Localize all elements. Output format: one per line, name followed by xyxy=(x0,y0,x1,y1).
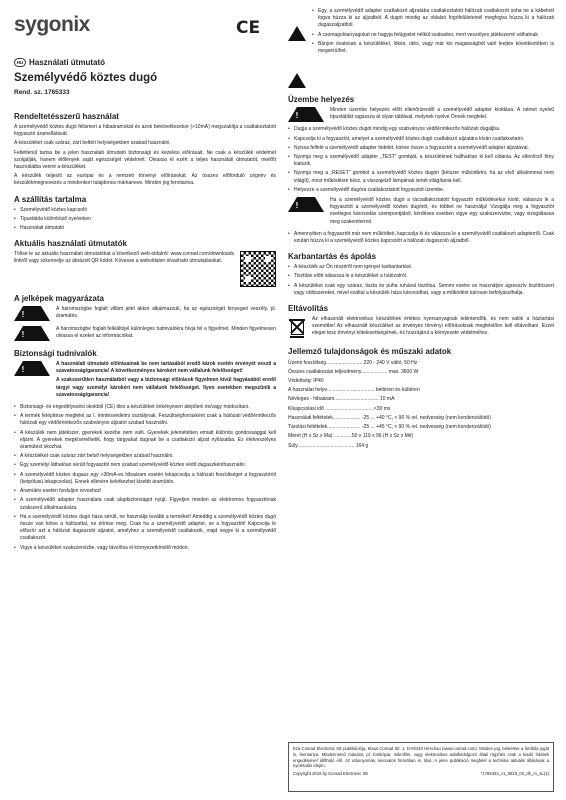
intended-use-heading: Rendeltetésszerű használat xyxy=(14,112,119,121)
language-icon: HU xyxy=(14,58,26,67)
specs-heading: Jellemző tulajdonságok és műszaki adatok xyxy=(288,346,452,356)
installation-warning-2: Ha a személyvédő köztes dugó a rácsatlakoztatott fogyasztó működésekor kiold, válassza le a fogyasztót a személyvédő köztes dugóról, és többet ne használja! Vizsgálja meg a fogyasztót esetleges károsodás szempontjából, kérdéses esetben vigye egy szakszervizbe, vagy vizsgáltassa meg szakemberrel. xyxy=(330,197,554,225)
manual-download-heading: Aktuális használati útmutatók xyxy=(14,239,127,249)
exclamation-warning-icon: ! xyxy=(288,55,306,88)
publisher-footer xyxy=(288,742,554,792)
list-item: • Áramütés esetén forduljon orvoshoz! xyxy=(14,488,276,495)
maintenance-list xyxy=(288,264,554,297)
list-item: • A termék felépítése megfelel az I. érintésvédelmi osztálynak. Feszültségforrásként csak a hálózati védőérintkezős hálózati egy védőérintkezős szabványos aljzatot szabad használni. xyxy=(14,413,276,427)
left-column xyxy=(14,105,276,554)
list-item: • Személyvédő köztes kapcsoló xyxy=(14,207,276,214)
list-item: • A készülék az Ön részéről nem igényel karbantartást. xyxy=(288,264,554,271)
safety-list-continued xyxy=(312,8,554,57)
specs-table xyxy=(288,359,554,451)
installation-heading: Üzembe helyezés xyxy=(288,95,355,104)
intended-use-p4: A készülék teljesíti az európai és a nemzeti törvényi előírásokat. Az összes előforduló cégnév és készülékmegnevezés a mindenkori tulajdonos márkaneve. Minden jog fenntartva. xyxy=(14,173,276,187)
exclamation-warning-icon: ! xyxy=(14,326,50,341)
safety-warning-1: A használati útmutató előírásainak be nem tartásából eredő károk esetén érvényét veszti a szavatosság/garancia! A következményes károkért nem vállalunk felelősséget! xyxy=(56,361,276,375)
symbol-lightning-text: A háromszögbe foglalt villám jelet akkor alkalmazzuk, ha az egészségét fenyegeti veszély, pl. áramütés. xyxy=(56,306,276,320)
list-item: • Dugja a személyvédő köztes dugót mindig egy szabványos védőérintkezős hálózati dugaljba. xyxy=(288,126,554,133)
maintenance-heading: Karbantartás és ápolás xyxy=(288,252,377,262)
manual-header xyxy=(14,58,276,96)
intended-use-p2: A készüléket csak száraz, zárt beltéri helyiségekben szabad használni. xyxy=(14,140,171,147)
list-item: • Tipustábla különböző nyelveken xyxy=(14,216,276,223)
safety-list xyxy=(14,404,276,552)
list-item: • A készülék nem játékszer, gyerekek kezébe nem való. Gyerekek jelenlétében emiatt különös gondossággal kell eljárni. A gyerekek megkísérelhetik, hogy tárgyakat dugnak be a csatlakozó aljzat nyílásaiba. Ez életveszélyes áramütést okozhat. xyxy=(14,430,276,452)
spec-row: A használat helye.................................. beltéren és kültéren xyxy=(288,387,420,394)
spec-row: Tárolási feltételek........................ -25 ... +45 °C, < 90 % rel. nedvesség (nem kondenzálódó) xyxy=(288,424,491,431)
list-item: • Egy, a személyvédő adapter csatlakozó aljzatába csatlakoztatott hálózati csatlakozót soha ne a kábelnél fogva húzza ki az aljzatból. A dugót mindig az oldalsó fogófelületeinél megfogva húzza ki a hálózati dugaszaljzatból. xyxy=(312,8,554,30)
crossed-bin-icon xyxy=(288,316,306,338)
list-item: • Tisztítás előtt válassza le a készüléket a hálózatról. xyxy=(288,273,554,280)
symbol-exclamation-text: A háromszögbe foglalt felkiáltójel különleges tudnivalókra hívja fel a figyelmet. Minden figyelmesen olvassa el ezeket az információkat. xyxy=(56,325,276,339)
safety-heading: Biztonsági tudnivalók xyxy=(14,349,97,359)
exclamation-warning-icon: ! xyxy=(288,197,324,212)
list-item: • Nyomja meg a személyvédő adapter „TEST” gombját, a készüléknek hallhatóan ki kell oldania. Az ellenőrző fény kialszik. xyxy=(288,154,554,168)
symbols-heading: A jelképek magyarázata xyxy=(14,294,104,304)
lightning-warning-icon: ! xyxy=(14,306,50,321)
manual-download-text: Töltse le az aktuális használati útmutatókat a következő web-oldalról: www.conrad.com/downloads linkről vagy szkennelje az ábrázolt QR kódot. Kövesse a weboldalon olvasható útmutatásokat. xyxy=(14,251,234,265)
list-item: • Ha a személyvédő köztes dugó háza sérült, ne használja tovább a terméket! Ameddig a személyvédő köztes dugó össze van kötve a hálózattal, ne érintse meg. Csak ha a személyvédő adapter, se a fogyasztót! Kapcsolja le először azt a hálózati dugaszoló aljzatot, amelyhez a személyvédő csatlakozik, majd vegye ki a személyvédő csatlakozót. xyxy=(14,514,276,543)
list-item: • Használati útmutató xyxy=(14,225,276,232)
disposal-text: Az elhasznált elektronikus készülékek értékes nyersanyagnak tekintendők, és nem valók a háztartási szemétbe! Az elhasznált készüléket az érvényes törvényi előírásoknak megfelelően kell eltávolítani. Ezzel eleget tesz törvényi kötelezettségének, és hozzájárul a környezete védelméhez. xyxy=(312,316,554,337)
list-item: • A készüléket csak egy száraz, tiszta és puha ruhával tisztítsa. Semmi esetre se használjon agresszív tisztítószert vagy oldószereket, mivel ezáltal a készülék háza károsodhat, vagy a működést károsan befolyásolhatja. xyxy=(288,283,554,297)
spec-row: Méret (H x Sz x Ma) .............50 x 119 x 96 (H x Sz x Mé) xyxy=(288,433,414,440)
list-item: • A csomagolóanyagokat ne hagyja felügyelet nélkül szabadon, mert veszélyes játékszerré válhatnak. xyxy=(312,32,554,39)
list-item: • Bánjon óvatosan a készülékkel, lökés, ütés, vagy már kis magasságból való leejtés következtében is megsérülhet. xyxy=(312,41,554,55)
spec-row: Üzemi feszültség.......................... 220 - 240 V váltó, 50 Hz xyxy=(288,359,418,366)
list-item: • Nyomja meg a „RESET” gombot a személyvédő köztes dugón (kétszer működtetni, ha az első alkalommal nem világít), most működésre kész, a visszajelző lámpának ismét világítania kell. xyxy=(288,170,554,184)
spec-row: Kikapcsolási idő ...................................<30 ms xyxy=(288,405,391,412)
list-item: • Biztonsági- és engedélyezési okokból (CE) tilos a készüléket önkényesen átépíteni és/vagy módosítani. xyxy=(14,404,276,411)
right-column xyxy=(288,8,554,451)
installation-warning: Minden üzembe helyezés előtt ellenőrizendő a személyvédő adapter kioldása. A német nyelvű típustáblát ragassza át olyan táblával, melynek nyelve Önnek megfelel. xyxy=(330,107,554,121)
list-item: • A készüléket csak száraz zárt belső helyiségekben szabad használni. xyxy=(14,453,276,460)
document-code: *1765333_v1_0818_02_dh_m_4L(1) xyxy=(480,771,549,777)
list-item: • Vigye a készüléket szakszervizbe, vagy távolítsa el környezetkímélő módon. xyxy=(14,545,276,552)
safety-warning-2: A szakszerűtlen használatból vagy a biztonsági előírások figyelmen kívül hagyásából eredő tárgyi vagy személyi károkért nem vállalunk felelősséget. Ilyen esetekben megszűnik a szavatosság/garancia! xyxy=(56,377,276,398)
list-item: • A személyvédő köztes dugasz egy >30mA-es hibaáram esetén lekapcsolja a hálózati feszültséget a fogyasztóról (ketpólusú lekapcsolás). Ennek ellenére keletkezhet kisebb áramütés. xyxy=(14,472,276,486)
list-item: • Amennyiben a fogyasztót már nem működteti, kapcsolja ki és válassza le a személyvédő csatlakozó adapterről. Csak ezután húzza ki a személyvédő köztes kapcsolót a hálózati dugaszoló aljzatból. xyxy=(288,231,554,245)
exclamation-warning-icon: ! xyxy=(288,107,324,122)
list-item: • Kapcsolja ki a fogyasztót, amelyet a személyvédő köztes dugó csatlakozó aljzatára kíván csatlakoztatni. xyxy=(288,136,554,143)
lightning-warning-icon: ! xyxy=(288,8,306,41)
list-item: • Helyezze a személyvédő dugóra csatlakoztatott fogyasztót üzembe. xyxy=(288,187,554,194)
manual-label: Használati útmutató xyxy=(29,58,106,67)
page-title: Személyvédő köztes dugó xyxy=(14,72,158,84)
order-number: Rend. sz. 1765333 xyxy=(14,89,70,96)
package-list xyxy=(14,207,276,233)
intended-use-p3: Feltétlenül tartsa be a jelen használati útmutató biztonsági és kezelési előírásait. Ne csak a készülék védelmét szolgálják, hanem élőlények saját egészségét védelmét. Olvassa el ezért a teljes használati útmutatót, mielőtt használatba venné a készüléket. xyxy=(14,149,276,171)
spec-row: Használati feltételek.................... -25 ... +40 °C, < 90 % rel. nedvesség (nem kondenzálódó) xyxy=(288,414,491,421)
list-item: • Egy személyi láthatóan sérült fogyasztót nem szabad személyvédő köztes védő dugaszkénthasználni. xyxy=(14,462,276,469)
copyright: Copyright 2018 by Conrad Electronic SE xyxy=(293,771,369,777)
list-item: • A személyvédő adapter használata csak alapbiztonságot nyújt. Figyeljen minden az elektromos fogyasztónak szakszerű alkalmazására. xyxy=(14,497,276,511)
intended-use-p1: A személyvédő köztes dugó felismeri a hibaáramokat és azok bekövetkezekor (>10mA) megszakítja a csatlakoztatott fogyasztó áramellátását. xyxy=(14,124,276,138)
installation-steps xyxy=(288,126,554,194)
footer-text: Eza Conrad Electronic SE publikációja, Klaus Conrad Str. 1, D-92240 Hirschau (www.conrad.com). Minden jog, beleértve a fordítás jogát is, fenntartva. Mindennemű másolat, pl. fotókópia, mikrofilm, vagy elektronikus adatfeldolgozó általi rögzítés csak a kiadó írásbeli engedélyével állítható elő. Az utánnyomás, kivonatos formában is, tilos. A jelen publikáció megfelel a technika aktuális állásának a nyomtatás idején. xyxy=(293,746,549,769)
spec-row: Összes csatlakozási teljesítmény................... max. 3600 W xyxy=(288,368,419,375)
list-item: • Nyissa felfelé a személyvédő adapter fedelét, köése össze a fogyasztót a személyvédő adapter aljzatával. xyxy=(288,145,554,152)
qr-code-icon[interactable] xyxy=(240,251,276,287)
spec-row: Védettség: IP40 xyxy=(288,378,324,385)
package-heading: A szállítás tartalma xyxy=(14,194,87,204)
spec-row: Névleges - hibaáram................................ 10 mA xyxy=(288,396,395,403)
spec-row: Súly......................................... 164 g xyxy=(288,442,369,449)
disposal-heading: Eltávolítás xyxy=(288,304,329,314)
exclamation-warning-icon: ! xyxy=(14,361,50,376)
ce-mark: CE xyxy=(236,18,261,38)
brand-logo: sygonix xyxy=(14,13,90,36)
